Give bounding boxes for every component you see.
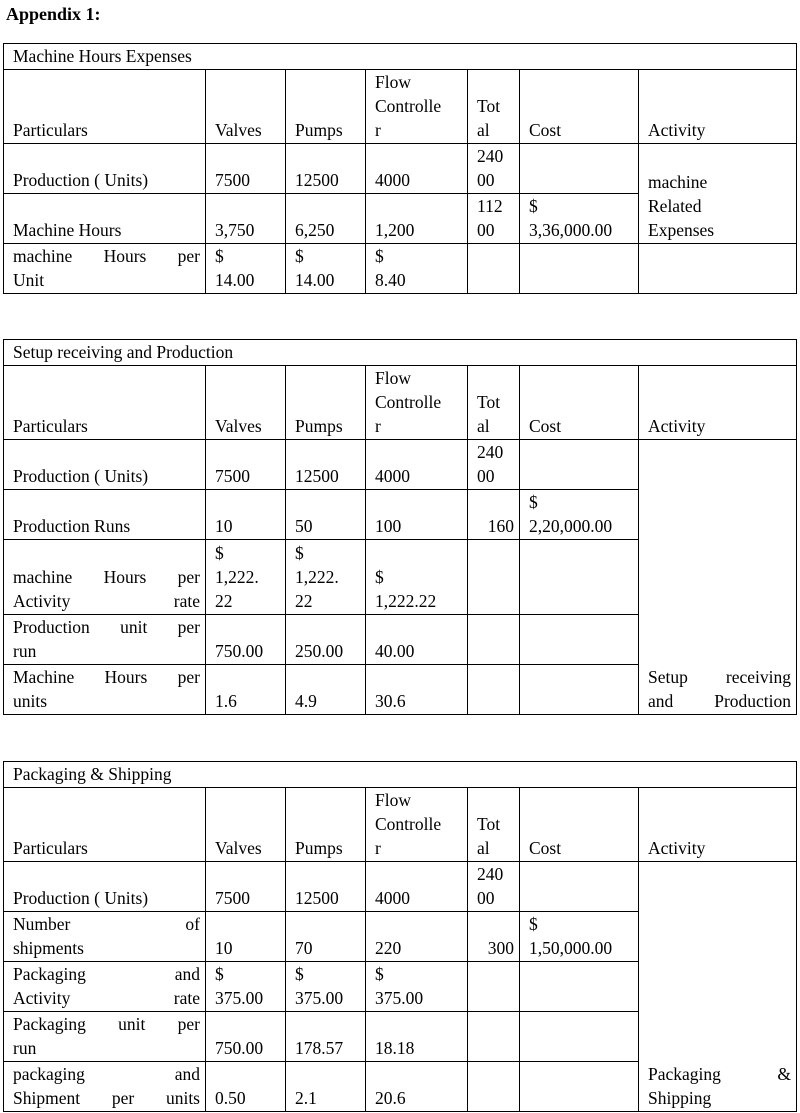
col-header-particulars: Particulars [4, 70, 206, 144]
cell-particulars: Packaging unit per run [4, 1012, 206, 1062]
cell-valves: 7500 [206, 440, 286, 490]
cell-flow-controller: 1,200 [366, 194, 468, 244]
col-header-cost: Cost [520, 70, 639, 144]
cell-valves: 750.00 [206, 1012, 286, 1062]
cell-pumps: 12500 [286, 440, 366, 490]
cell-total [468, 244, 520, 294]
cell-pumps: 6,250 [286, 194, 366, 244]
table-row [4, 862, 797, 912]
cell-valves: 7500 [206, 144, 286, 194]
cell-total [468, 615, 520, 665]
cell-total [468, 1062, 520, 1112]
cell-flow-controller: $ 375.00 [366, 962, 468, 1012]
cell-pumps: 12500 [286, 862, 366, 912]
col-header-particulars: Particulars [4, 366, 206, 440]
cell-cost [520, 440, 639, 490]
cell-flow-controller: $ 1,222.22 [366, 540, 468, 615]
cell-cost [520, 1062, 639, 1112]
cell-flow-controller: 100 [366, 490, 468, 540]
cell-total: 240 00 [468, 440, 520, 490]
cell-valves: $ 1,222. 22 [206, 540, 286, 615]
cell-flow-controller: 18.18 [366, 1012, 468, 1062]
cell-pumps: $ 375.00 [286, 962, 366, 1012]
cell-pumps: 250.00 [286, 615, 366, 665]
cell-valves: 10 [206, 490, 286, 540]
cell-particulars: Number of shipments [4, 912, 206, 962]
cell-total [468, 540, 520, 615]
cell-total: 240 00 [468, 862, 520, 912]
cell-cost [520, 862, 639, 912]
cell-valves: 0.50 [206, 1062, 286, 1112]
cell-particulars: machine Hours per Activity rate [4, 540, 206, 615]
cell-particulars: Production ( Units) [4, 862, 206, 912]
cell-valves: $ 14.00 [206, 244, 286, 294]
col-header-total: Tot al [468, 70, 520, 144]
cell-flow-controller: 30.6 [366, 665, 468, 715]
cell-cost: $ 1,50,000.00 [520, 912, 639, 962]
cell-cost [520, 665, 639, 715]
table-title: Packaging & Shipping [4, 762, 797, 788]
cell-flow-controller: 4000 [366, 440, 468, 490]
cell-pumps: 50 [286, 490, 366, 540]
cell-flow-controller: 20.6 [366, 1062, 468, 1112]
setup-receiving-table [3, 339, 797, 715]
cell-cost: $ 3,36,000.00 [520, 194, 639, 244]
cell-cost: $ 2,20,000.00 [520, 490, 639, 540]
cell-cost [520, 1012, 639, 1062]
cell-pumps: $ 1,222. 22 [286, 540, 366, 615]
cell-pumps: 2.1 [286, 1062, 366, 1112]
col-header-pumps: Pumps [286, 70, 366, 144]
table-title: Setup receiving and Production [4, 340, 797, 366]
cell-valves: 3,750 [206, 194, 286, 244]
cell-cost [520, 540, 639, 615]
col-header-total: Tot al [468, 788, 520, 862]
col-header-valves: Valves [206, 788, 286, 862]
cell-total: 160 [468, 490, 520, 540]
col-header-flow-controller: Flow Controlle r [366, 366, 468, 440]
cell-total: 112 00 [468, 194, 520, 244]
cell-flow-controller: 4000 [366, 144, 468, 194]
cell-activity: machine Related Expenses [639, 144, 797, 244]
cell-activity-empty [639, 244, 797, 294]
cell-particulars: Machine Hours per units [4, 665, 206, 715]
cell-total [468, 665, 520, 715]
col-header-pumps: Pumps [286, 788, 366, 862]
table-row [4, 440, 797, 490]
cell-particulars: Production unit per run [4, 615, 206, 665]
col-header-activity: Activity [639, 366, 797, 440]
table-title: Machine Hours Expenses [4, 44, 797, 70]
cell-pumps: 12500 [286, 144, 366, 194]
cell-particulars: Production Runs [4, 490, 206, 540]
cell-cost [520, 144, 639, 194]
cell-valves: $ 375.00 [206, 962, 286, 1012]
cell-valves: 750.00 [206, 615, 286, 665]
cell-activity: Packaging & Shipping [639, 862, 797, 1112]
cell-valves: 7500 [206, 862, 286, 912]
cell-activity: Setup receiving and Production [639, 440, 797, 715]
cell-pumps: 70 [286, 912, 366, 962]
cell-pumps: $ 14.00 [286, 244, 366, 294]
cell-total: 240 00 [468, 144, 520, 194]
cell-cost [520, 962, 639, 1012]
cell-cost [520, 615, 639, 665]
machine-hours-table [3, 43, 797, 294]
cell-valves: 1.6 [206, 665, 286, 715]
cell-pumps: 178.57 [286, 1012, 366, 1062]
cell-flow-controller: 4000 [366, 862, 468, 912]
cell-particulars: Production ( Units) [4, 440, 206, 490]
col-header-valves: Valves [206, 70, 286, 144]
col-header-flow-controller: Flow Controlle r [366, 788, 468, 862]
cell-valves: 10 [206, 912, 286, 962]
packaging-shipping-table [3, 761, 797, 1112]
cell-particulars: Production ( Units) [4, 144, 206, 194]
cell-particulars: Machine Hours [4, 194, 206, 244]
cell-total [468, 962, 520, 1012]
col-header-activity: Activity [639, 70, 797, 144]
cell-cost [520, 244, 639, 294]
cell-total: 300 [468, 912, 520, 962]
cell-flow-controller: $ 8.40 [366, 244, 468, 294]
col-header-total: Tot al [468, 366, 520, 440]
cell-flow-controller: 220 [366, 912, 468, 962]
col-header-valves: Valves [206, 366, 286, 440]
cell-particulars: machine Hours per Unit [4, 244, 206, 294]
table-row [4, 144, 797, 194]
col-header-cost: Cost [520, 788, 639, 862]
cell-particulars: Packaging and Activity rate [4, 962, 206, 1012]
cell-total [468, 1012, 520, 1062]
table-row [4, 244, 797, 294]
cell-particulars: packaging and Shipment per units [4, 1062, 206, 1112]
col-header-flow-controller: Flow Controlle r [366, 70, 468, 144]
appendix-heading: Appendix 1: [6, 4, 101, 24]
col-header-cost: Cost [520, 366, 639, 440]
cell-flow-controller: 40.00 [366, 615, 468, 665]
col-header-pumps: Pumps [286, 366, 366, 440]
col-header-activity: Activity [639, 788, 797, 862]
col-header-particulars: Particulars [4, 788, 206, 862]
cell-pumps: 4.9 [286, 665, 366, 715]
